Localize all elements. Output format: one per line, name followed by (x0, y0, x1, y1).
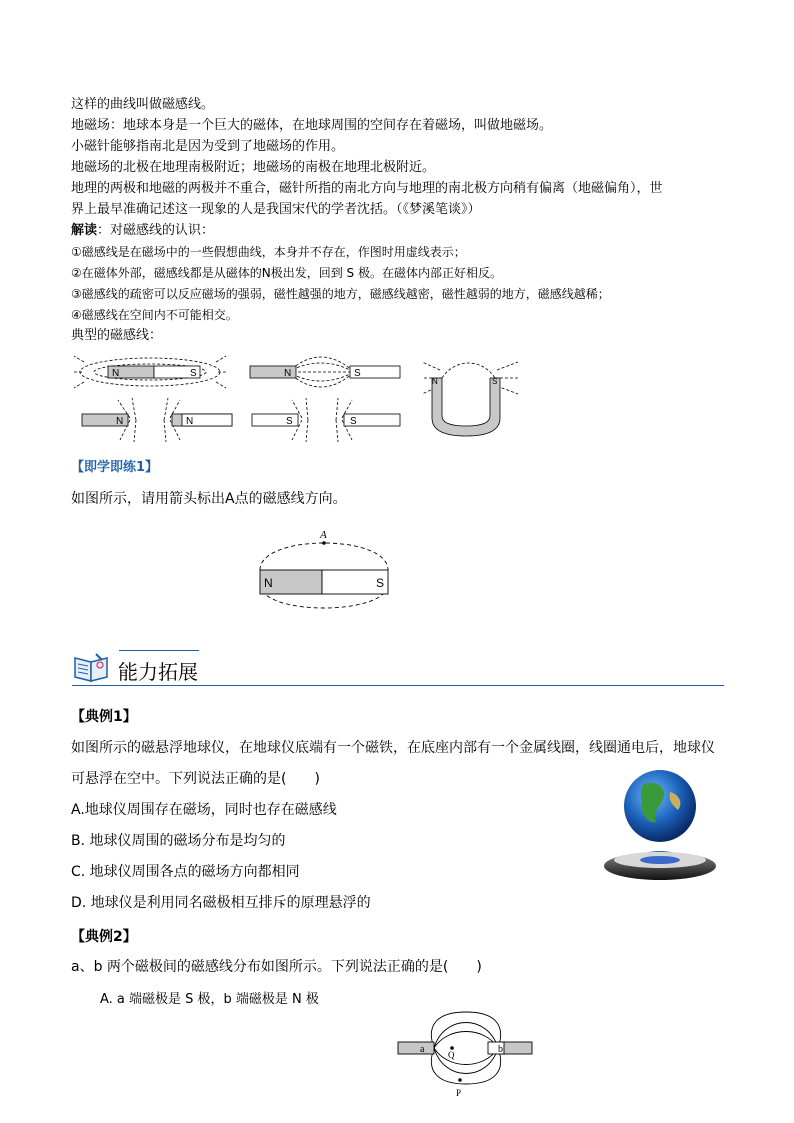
magnet1-s: S (190, 368, 197, 379)
point-q-label: Q (448, 1050, 455, 1060)
example1-option-b: B. 地球仪周围的磁场分布是均匀的 (71, 833, 286, 849)
pole-a-label: a (420, 1044, 425, 1055)
example2-stem: a、b 两个磁极间的磁感线分布如图所示。下列说法正确的是( ) (71, 959, 482, 975)
umagnet-s: S (492, 377, 498, 386)
typical-label: 典型的磁感线： (71, 328, 163, 343)
jiedu-line (71, 222, 214, 240)
section-top-rule (119, 650, 199, 651)
jiedu-label: 解读 (71, 223, 98, 238)
practice-text: 如图所示，请用箭头标出A点的磁感线方向。 (71, 491, 347, 507)
typical-field-lines-figure (70, 348, 530, 448)
bottom-s-left: S (286, 416, 293, 427)
practice-n-label: N (264, 576, 273, 590)
maglev-globe-image (604, 766, 718, 884)
note-line-2: 地磁场：地球本身是一个巨大的磁体，在地球周围的空间存在着磁场，叫做地磁场。 (71, 118, 553, 133)
bottom-s-right: S (350, 416, 357, 427)
point-a-label: A (320, 529, 327, 541)
practice-title: 【即学即练1】 (71, 460, 159, 475)
note-line-4: 地磁场的北极在地理南极附近；地磁场的南极在地理北极附近。 (71, 160, 436, 175)
point-3: ③磁感线的疏密可以反应磁场的强弱，磁性越强的地方，磁感线越密，磁性越弱的地方，磁感线越稀； (71, 287, 610, 301)
note-line-6: 界上最早准确记述这一现象的人是我国宋代的学者沈括。（《梦溪笔谈》） (71, 202, 481, 217)
example2-field-figure (396, 1010, 536, 1106)
jiedu-rest: ：对磁感线的认识： (97, 223, 215, 238)
example1-stem-2: 可悬浮在空中。下列说法正确的是( ) (71, 771, 320, 787)
example2-option-a: A. a 端磁极是 S 极，b 端磁极是 N 极 (100, 992, 319, 1007)
umagnet-n: N (432, 377, 438, 386)
section-rule (72, 685, 724, 686)
magnet1-n: N (112, 368, 120, 379)
note-line-1: 这样的曲线叫做磁感线。 (71, 97, 215, 112)
magnet2-n: N (284, 368, 292, 379)
example2-title: 【典例2】 (71, 929, 137, 945)
point-4: ④磁感线在空间内不可能相交。 (71, 308, 238, 322)
practice-magnet-figure (236, 524, 412, 620)
point-2: ②在磁体外部，磁感线都是从磁体的N极出发，回到 S 极。在磁体内部正好相反。 (71, 266, 502, 280)
section-title: 能力拓展 (118, 660, 198, 684)
notebook-icon (72, 650, 112, 684)
note-line-3: 小磁针能够指南北是因为受到了地磁场的作用。 (71, 139, 345, 154)
example1-option-d: D. 地球仪是利用同名磁极相互排斥的原理悬浮的 (71, 895, 371, 911)
example1-option-a: A.地球仪周围存在磁场，同时也存在磁感线 (71, 802, 337, 818)
bottom-n-right: N (186, 416, 194, 427)
practice-s-label: S (376, 576, 385, 590)
bottom-n-left: N (116, 416, 124, 427)
point-1: ①磁感线是在磁场中的一些假想曲线，本身并不存在，作图时用虚线表示； (71, 245, 466, 259)
note-line-5: 地理的两极和地磁的两极并不重合，磁针所指的南北方向与地理的南北极方向稍有偏离（地磁偏角），世 (71, 181, 663, 196)
point-p-label: P (456, 1088, 462, 1098)
example1-stem-1: 如图所示的磁悬浮地球仪，在地球仪底端有一个磁铁，在底座内部有一个金属线圈，线圈通电后，地球仪 (71, 740, 715, 756)
magnet2-s: S (354, 368, 361, 379)
point-a-dot (322, 541, 326, 545)
pole-b-label: b (498, 1044, 503, 1055)
example1-option-c: C. 地球仪周围各点的磁场方向都相同 (71, 864, 300, 880)
example1-title: 【典例1】 (71, 709, 137, 725)
